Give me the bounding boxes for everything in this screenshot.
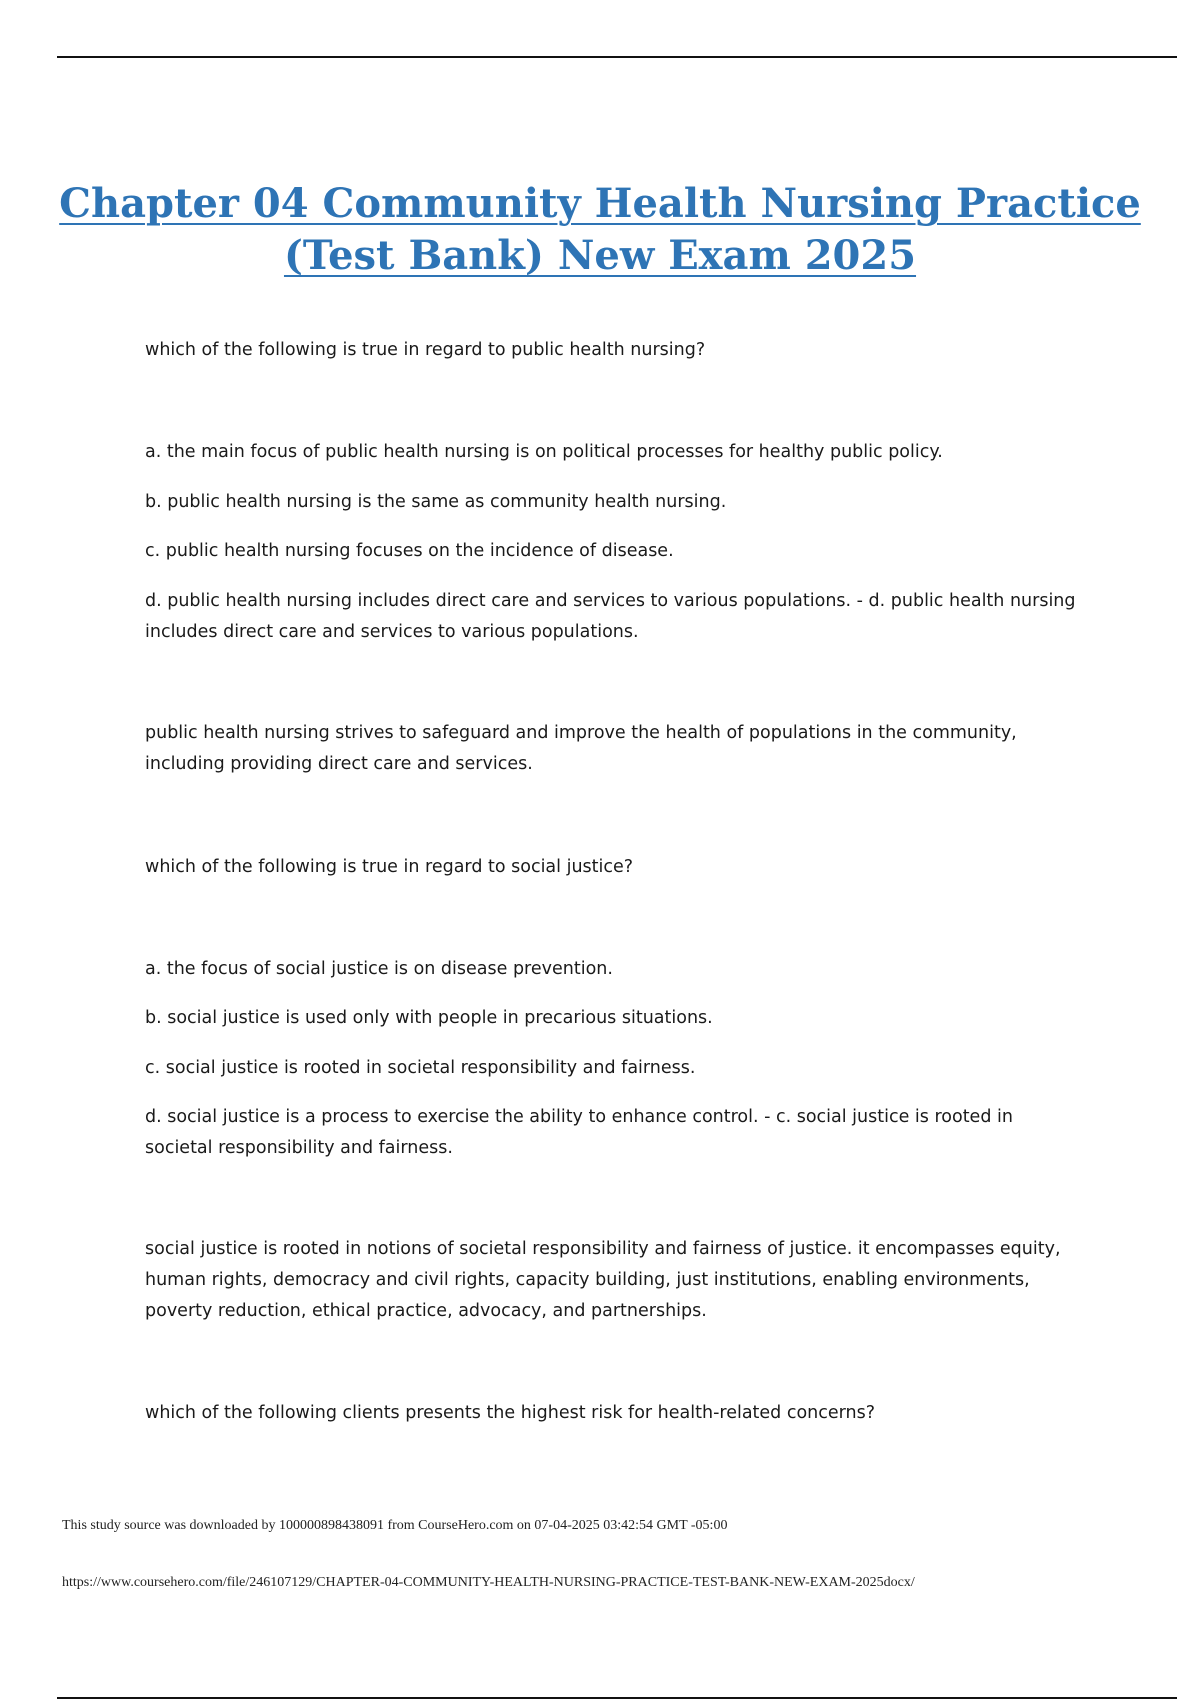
question-2-option-a: a. the focus of social justice is on disease prevention.	[145, 959, 613, 979]
question-1-rationale: public health nursing strives to safeguard and improve the health of populations in the community, including providing direct care and services.	[145, 723, 1017, 774]
footer-rule	[57, 1697, 1177, 1699]
question-1-option-d: d. public health nursing includes direct care and services to various populations. - d. public health nursing includes direct care and services to various populations.	[145, 591, 1076, 642]
question-1: which of the following is true in regard to public health nursing?	[145, 340, 706, 360]
question-2-rationale: social justice is rooted in notions of societal responsibility and fairness of justice. it encompasses equity, human rights, democracy and civil rights, capacity building, just institutions, enabling environments, poverty reduction, ethical practice, advocacy, and partnerships.	[145, 1239, 1061, 1321]
source-url: https://www.coursehero.com/file/246107129/CHAPTER-04-COMMUNITY-HEALTH-NURSING-PRACTICE-TEST-BANK-NEW-EXAM-2025docx/	[62, 1575, 915, 1590]
document-title: Chapter 04 Community Health Nursing Practice (Test Bank) New Exam 2025	[59, 180, 1141, 279]
question-2-option-d: d. social justice is a process to exercise the ability to enhance control. - c. social justice is rooted in societal responsibility and fairness.	[145, 1107, 1013, 1158]
question-1-option-c: c. public health nursing focuses on the incidence of disease.	[145, 541, 674, 561]
question-2: which of the following is true in regard to social justice?	[145, 857, 634, 877]
header-rule	[57, 56, 1177, 58]
question-3: which of the following clients presents the highest risk for health-related concerns?	[145, 1403, 876, 1423]
question-2-option-b: b. social justice is used only with people in precarious situations.	[145, 1008, 713, 1028]
question-1-option-b: b. public health nursing is the same as community health nursing.	[145, 492, 727, 512]
question-2-option-c: c. social justice is rooted in societal responsibility and fairness.	[145, 1058, 696, 1078]
download-notice: This study source was downloaded by 100000898438091 from CourseHero.com on 07-04-2025 03:42:54 GMT -05:00	[62, 1518, 728, 1533]
question-1-option-a: a. the main focus of public health nursing is on political processes for healthy public policy.	[145, 442, 943, 462]
